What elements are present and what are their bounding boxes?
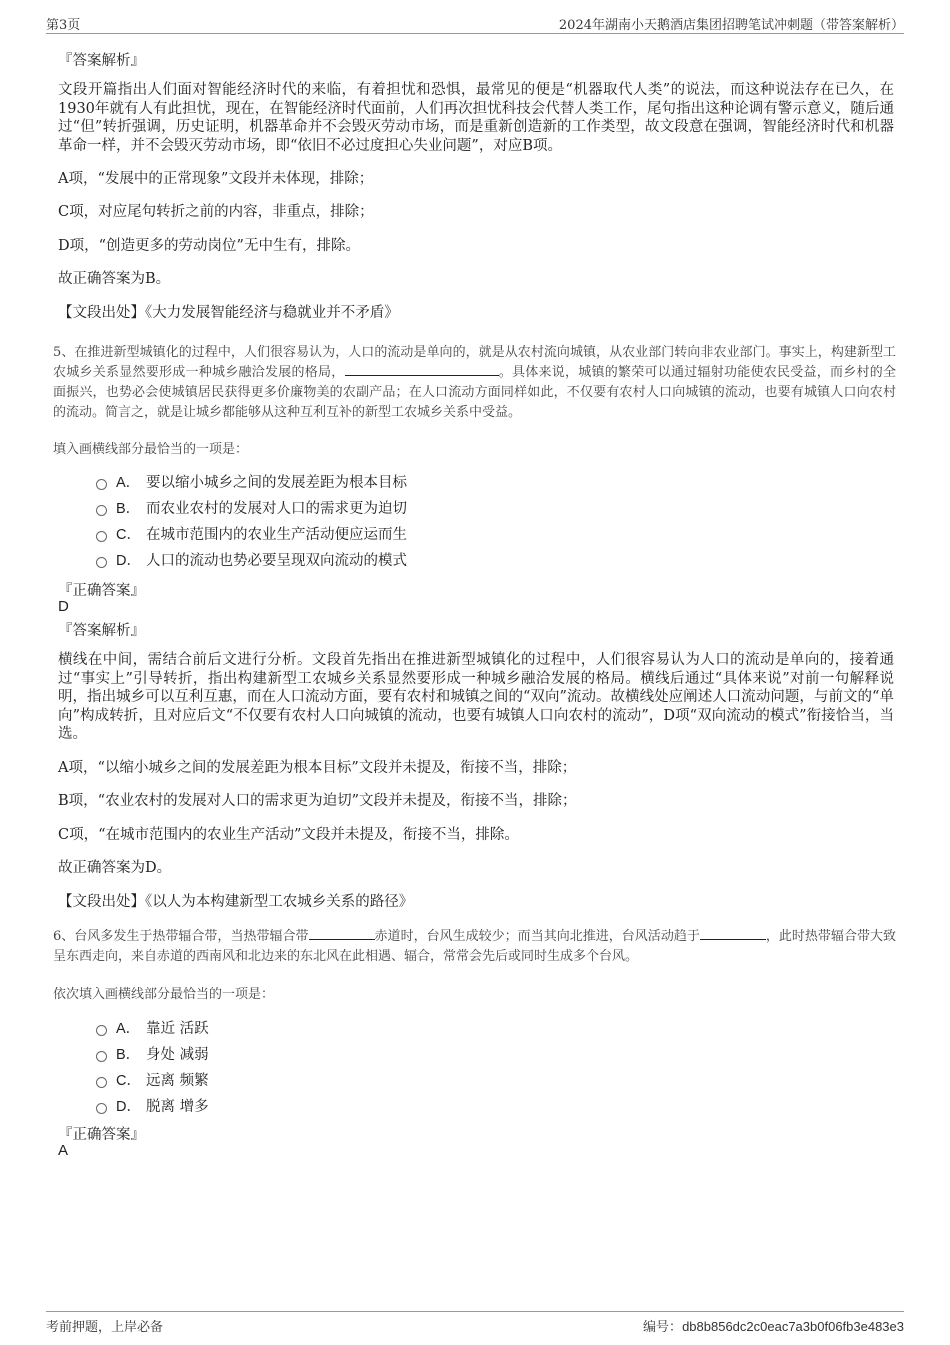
question-5-options [96,470,407,570]
analysis-line-b: B项，“农业农村的发展对人口的需求更为迫切”文段并未提及，衔接不当，排除； [58,793,577,809]
question-6-options [96,1016,209,1116]
option-a[interactable]: A． 靠近 活跃 [96,1016,209,1038]
correct-answer: D [58,598,69,615]
radio-icon[interactable] [96,1025,107,1036]
analysis-line-a: A项，“以缩小城乡之间的发展差距为根本目标”文段并未提及，衔接不当，排除； [58,760,577,776]
question-6-text: 6、台风多发生于热带辐合带，当热带辐合带 赤道时，台风生成较少；而当其向北推进，台风活动趋于 ，此时热带辐合带大致呈东西走向，来自赤道的西南风和北边来的东北风在此相遇、辐合，常常会先后或同时生成多个台风。 [53,929,896,964]
document-title: 2024年湖南小天鹅酒店集团招聘笔试冲刺题（带答案解析） [558,18,904,33]
question-6-prompt: 依次填入画横线部分最恰当的一项是： [53,987,275,1002]
option-c[interactable]: C． 远离 频繁 [96,1068,209,1090]
radio-icon[interactable] [96,1051,107,1062]
fill-blank [309,927,375,940]
footer-divider [46,1311,904,1312]
answer-label: 『正确答案』 [58,1127,145,1143]
analysis-label: 『答案解析』 [58,623,145,639]
radio-icon[interactable] [96,557,107,568]
source-citation: 【文段出处】《大力发展智能经济与稳就业并不矛盾》 [58,305,399,321]
option-d[interactable]: D． 人口的流动也势必要呈现双向流动的模式 [96,548,407,570]
source-citation: 【文段出处】《以人为本构建新型工农城乡关系的路径》 [58,894,414,910]
answer-label: 『正确答案』 [58,583,145,599]
option-b[interactable]: B． 身处 减弱 [96,1042,209,1064]
fill-blank [345,363,499,376]
fill-blank [700,927,766,940]
page-number: 第3页 [46,18,81,33]
header-divider [46,33,904,34]
radio-icon[interactable] [96,1103,107,1114]
radio-icon[interactable] [96,1077,107,1088]
option-c[interactable]: C． 在城市范围内的农业生产活动便应运而生 [96,522,407,544]
option-a[interactable]: A． 要以缩小城乡之间的发展差距为根本目标 [96,470,407,492]
correct-answer: A [58,1142,69,1159]
analysis-text: 横线在中间，需结合前后文进行分析。文段首先指出在推进新型城镇化的过程中，人们很容易认为人口的流动是单向的，接着通过“事实上”引导转折，指出构建新型工农城乡关系显然要形成一种城乡融洽发展的格局。横线后通过“具体来说”对前一句解释说明，指出城乡可以互利互惠，而在人口流动方面，要有农村和城镇之间的“双向”流动。故横线处应阐述人口流动问题，与前文的“单向”构成转折，且对应后文“不仅要有农村人口向城镇的流动，也要有城镇人口向农村的流动”，D项“双向流动的模式”衔接恰当，当选。 [58,652,894,742]
radio-icon[interactable] [96,531,107,542]
document-id: 编号：db8b856dc2c0eac7a3b0f06fb3e483e3 [643,1319,904,1335]
footer-slogan: 考前押题，上岸必备 [46,1320,164,1335]
question-5-text: 5、在推进新型城镇化的过程中，人们很容易认为，人口的流动是单向的，就是从农村流向城镇，从农业部门转向非农业部门。事实上，构建新型工农城乡关系显然要形成一种城乡融洽发展的格局， 。具体来说，城镇的繁荣可以通过辐射功能使农民受益，而乡村的全面振兴，也势必会使城镇居民获得更多价廉物美的农副产品；在人口流动方面同样如此，不仅要有农村人口向城镇的流动，也要有城镇人口向农村的流动。简言之，就是让城乡都能够从这种互利互补的新型工农城乡关系中受益。 [53,345,896,420]
analysis-label: 『答案解析』 [58,53,145,69]
radio-icon[interactable] [96,479,107,490]
radio-icon[interactable] [96,505,107,516]
conclusion: 故正确答案为B。 [58,271,171,287]
question-5-prompt: 填入画横线部分最恰当的一项是： [53,442,249,457]
conclusion: 故正确答案为D。 [58,860,172,876]
option-b[interactable]: B． 而农业农村的发展对人口的需求更为迫切 [96,496,407,518]
option-d[interactable]: D． 脱离 增多 [96,1094,209,1116]
analysis-line-d: D项，“创造更多的劳动岗位”无中生有，排除。 [58,238,360,254]
analysis-text: 文段开篇指出人们面对智能经济时代的来临，有着担忧和恐惧，最常见的便是“机器取代人类”的说法，而这种说法存在已久，在1930年就有人有此担忧，现在，在智能经济时代面前，人们再次担忧科技会代替人类工作，尾句指出这种论调有警示意义，随后通过“但”转折强调，历史证明，机器革命并不会毁灭劳动市场，而是重新创造新的工作类型，故文段意在强调，智能经济时代和机器革命一样，并不会毁灭劳动市场，即“依旧不必过度担心失业问题”，对应B项。 [58,82,894,154]
analysis-line-c: C项，对应尾句转折之前的内容，非重点，排除； [58,204,374,220]
analysis-line-a: A项，“发展中的正常现象”文段并未体现，排除； [58,171,374,187]
analysis-line-c: C项，“在城市范围内的农业生产活动”文段并未提及，衔接不当，排除。 [58,827,519,843]
